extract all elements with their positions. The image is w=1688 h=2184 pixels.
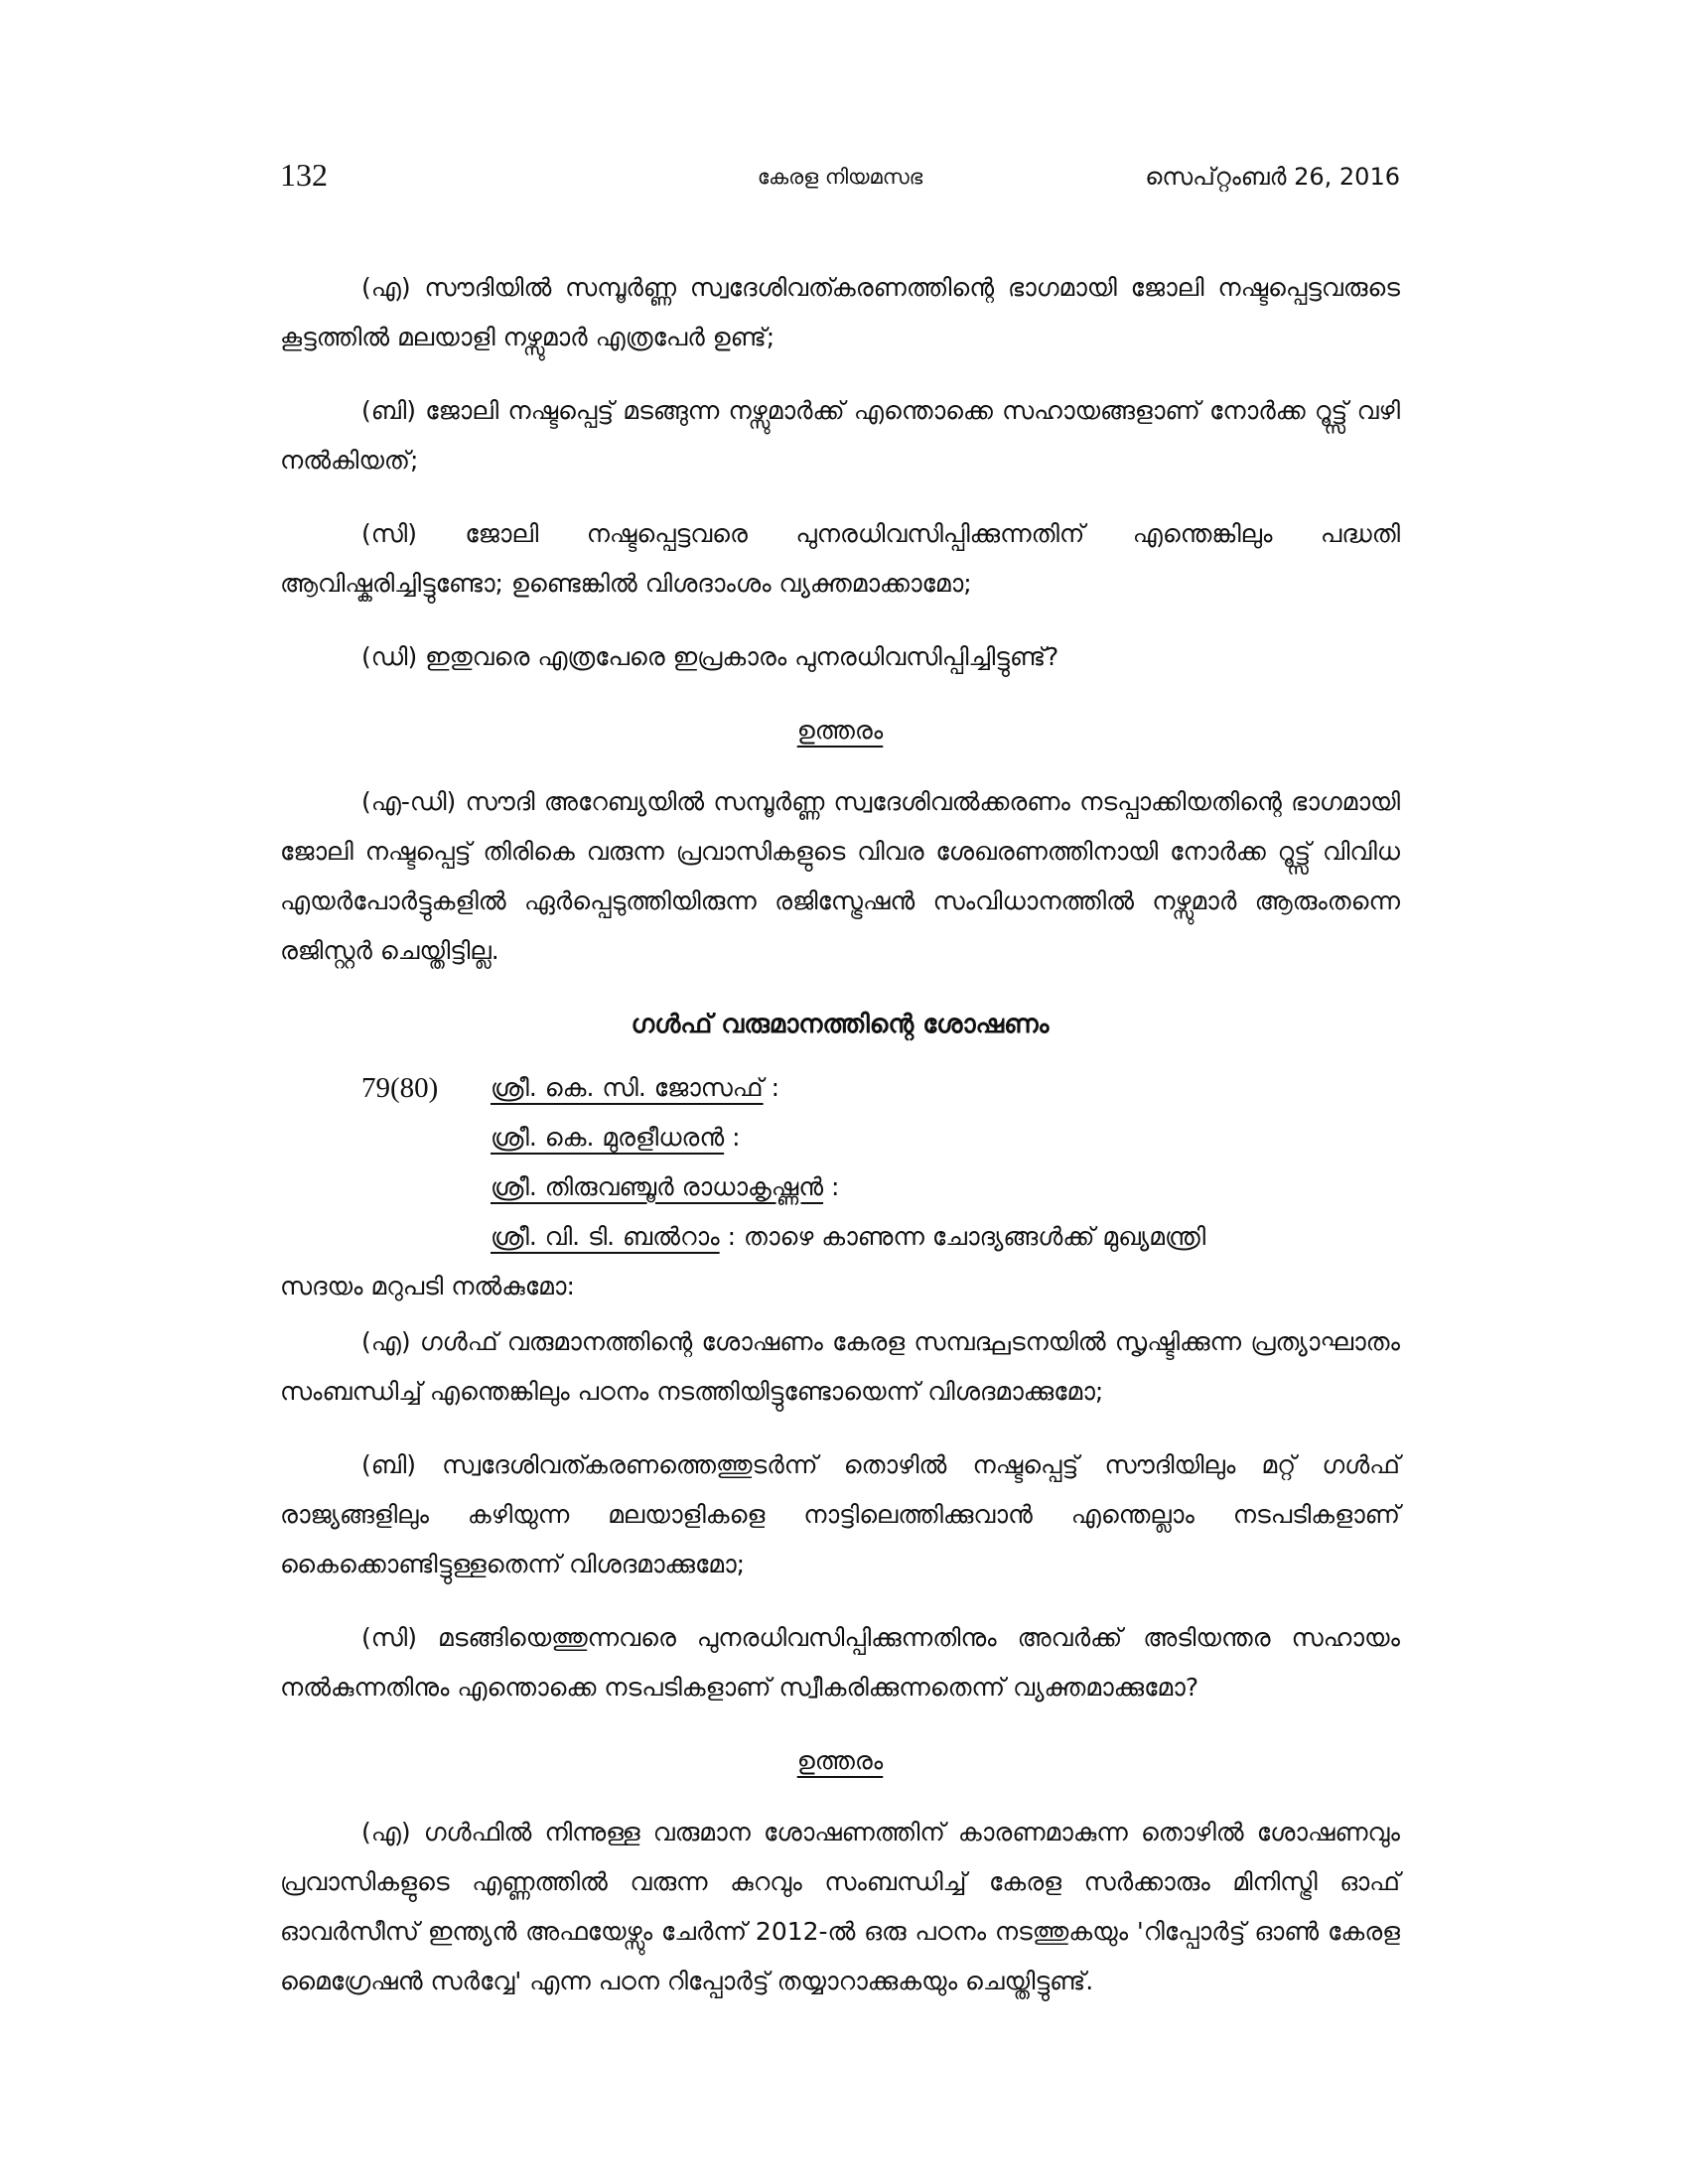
member-3 [491,1162,839,1212]
member-name: ശ്രീ. കെ. സി. ജോസഫ് [491,1073,764,1102]
question2-members-block [280,1063,1400,1262]
member-2 [491,1113,741,1162]
question1-part-d: (ഡി) ഇതുവരെ എത്രപേരെ ഇപ്രകാരം പുനരധിവസിപ്പിച്ചിട്ടുണ്ട്? [361,642,1059,671]
member-row-4 [280,1212,1400,1262]
member-name: ശ്രീ. തിരുവഞ്ചൂർ രാധാകൃഷ്ണൻ [491,1172,824,1201]
member-suffix: : താഴെ കാണുന്ന ചോദ്യങ്ങൾക്ക് മുഖ്യമന്ത്രി [719,1222,1206,1251]
member-suffix: : [724,1123,741,1152]
member-name: ശ്രീ. കെ. മുരളീധരൻ [491,1123,725,1152]
member-row-3 [280,1162,1400,1212]
answer1-heading-text: ഉത്തരം [796,716,884,745]
question1-part-a: (എ) സൗദിയിൽ സമ്പൂർണ്ണ സ്വദേശിവത്കരണത്തിന്റെ ഭാഗമായി ജോലി നഷ്ടപ്പെട്ടവരുടെ കൂട്ടത്തിൽ മലയാളി നഴ്സുമാർ എത്രപേർ ഉണ്ട്; [280,273,1400,351]
answer1-text: (എ-ഡി) സൗദി അറേബ്യയിൽ സമ്പൂർണ്ണ സ്വദേശിവൽക്കരണം നടപ്പാക്കിയതിന്റെ ഭാഗമായി ജോലി നഷ്ടപ്പെട്ട് തിരികെ വരുന്ന പ്രവാസികളുടെ വിവര ശേഖരണത്തിനായി നോർക്ക റൂട്ട്സ് വിവിധ എയർപോർട്ടുകളിൽ ഏർപ്പെടുത്തിയിരുന്ന രജിസ്ട്രേഷൻ സംവിധാനത്തിൽ നഴ്സുമാർ ആരുംതന്നെ രജിസ്റ്റർ ചെയ്തിട്ടില്ല. [280,787,1400,965]
member-suffix: : [823,1172,840,1201]
question2-continuation: സദയം മറുപടി നൽകുമോ: [280,1272,575,1300]
page-content [280,263,1400,2030]
member-4 [491,1212,1205,1262]
page-number: 132 [280,157,328,193]
member-row-1 [280,1063,1400,1113]
question1-part-c: (സി) ജോലി നഷ്ടപ്പെട്ടവരെ പുനരധിവസിപ്പിക്കുന്നതിന് എന്തെങ്കിലും പദ്ധതി ആവിഷ്കരിച്ചിട്ടുണ്ടോ; ഉണ്ടെങ്കിൽ വിശദാംശം വ്യക്തമാക്കാമോ; [280,519,1400,598]
question2-part-b: (ബി) സ്വദേശിവത്കരണത്തെത്തുടർന്ന് തൊഴിൽ നഷ്ടപ്പെട്ട് സൗദിയിലും മറ്റ് ഗൾഫ് രാജ്യങ്ങളിലും കഴിയുന്ന മലയാളികളെ നാട്ടിലെത്തിക്കുവാൻ എന്തെല്ലാം നടപടികളാണ് കൈക്കൊണ്ടിട്ടുള്ളതെന്ന് വിശദമാക്കുമോ; [280,1450,1400,1578]
member-1 [491,1063,779,1113]
question2-part-c: (സി) മടങ്ങിയെത്തുന്നവരെ പുനരധിവസിപ്പിക്കുന്നതിനും അവർക്ക് അടിയന്തര സഹായം നൽകുന്നതിനും എന്തൊക്കെ നടപടികളാണ് സ്വീകരിക്കുന്നതെന്ന് വ്യക്തമാക്കുമോ? [280,1623,1400,1702]
member-row-2 [280,1113,1400,1162]
header-date: സെപ്റ്റംബർ 26, 2016 [1145,163,1400,191]
answer1-heading [280,706,1400,755]
answer2-text: (എ) ഗൾഫിൽ നിന്നുള്ള വരുമാന ശോഷണത്തിന് കാരണമാകുന്ന തൊഴിൽ ശോഷണവും പ്രവാസികളുടെ എണ്ണത്തിൽ വരുന്ന കുറവും സംബന്ധിച്ച് കേരള സർക്കാരും മിനിസ്ട്രി ഓഫ് ഓവർസീസ് ഇന്ത്യൻ അഫയേഴ്സും ചേർന്ന് 2012-ൽ ഒരു പഠനം നടത്തുകയും 'റിപ്പോർട്ട് ഓൺ കേരള മൈഗ്രേഷൻ സർവ്വേ' എന്ന പഠന റിപ്പോർട്ട് തയ്യാറാക്കുകയും ചെയ്തിട്ടുണ്ട്. [280,1818,1400,1995]
member-suffix: : [763,1073,780,1102]
question1-part-b: (ബി) ജോലി നഷ്ടപ്പെട്ട് മടങ്ങുന്ന നഴ്സുമാർക്ക് എന്തൊക്കെ സഹായങ്ങളാണ് നോർക്ക റൂട്ട്സ് വഴി നൽകിയത്; [280,396,1400,475]
question2-part-a: (എ) ഗൾഫ് വരുമാനത്തിന്റെ ശോഷണം കേരള സമ്പദ്ഘടനയിൽ സൃഷ്ടിക്കുന്ന പ്രത്യാഘാതം സംബന്ധിച്ച് എന്തെങ്കിലും പഠനം നടത്തിയിട്ടുണ്ടോയെന്ന് വിശദമാക്കുമോ; [280,1327,1400,1406]
page-header [280,157,1400,206]
section-title: ഗൾഫ് വരുമാനത്തിന്റെ ശോഷണം [631,1010,1050,1039]
answer2-heading [280,1736,1400,1786]
answer2-heading-text: ഉത്തരം [796,1746,884,1775]
question-number: 79(80) [361,1072,439,1104]
member-name: ശ്രീ. വി. ടി. ബൽറാം [491,1222,720,1251]
running-title: കേരള നിയമസഭ [757,165,923,189]
